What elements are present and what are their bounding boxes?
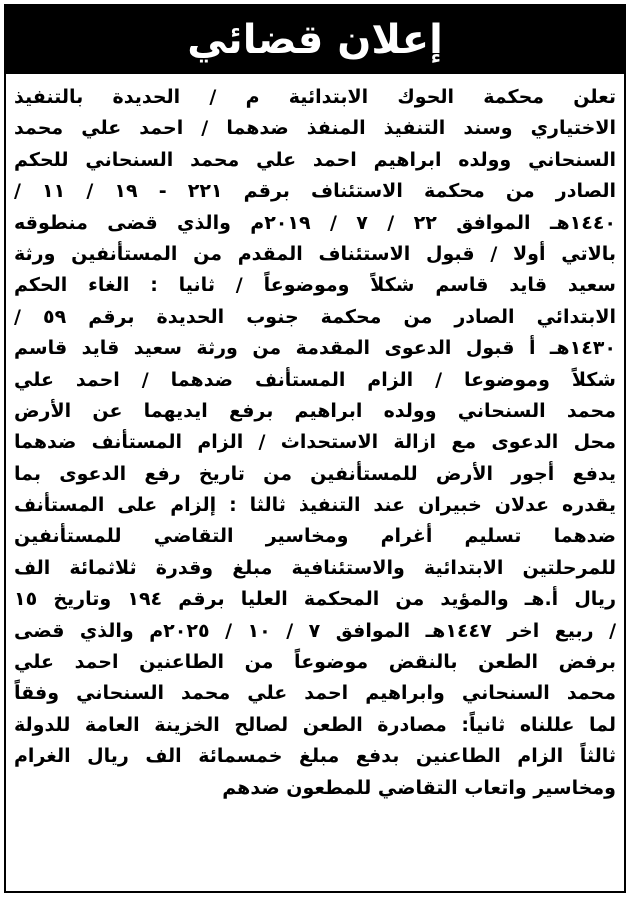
- body-line: برفض الطعن بالنقض موضوعاً من الطاعنين احمد علي: [14, 651, 616, 674]
- body-line: السنحاني وولده ابراهيم احمد علي محمد السنحاني للحكم: [14, 148, 616, 171]
- body-line: يقدره عدلان خبيران عند التنفيذ ثالثا : إلزام على المستأنف: [14, 494, 616, 517]
- body-line: محل الدعوى مع ازالة الاستحداث / الزام المستأنف ضدهما: [14, 431, 616, 454]
- body-line: ريال أ.هـ والمؤيد من المحكمة العليا برقم ١٩٤ وتاريخ ١٥: [14, 588, 616, 611]
- body-line: / ربيع اخر ١٤٤٧هـ الموافق ٧ / ١٠ / ٢٠٢٥م والذي قضى: [14, 619, 616, 642]
- body-line: ثالثاً الزام الطاعنين بدفع مبلغ خمسمائة الف ريال الغرام: [14, 745, 616, 768]
- body-line: محمد السنحاني وولده ابراهيم برفع ايديهما عن الأرض: [14, 399, 616, 422]
- body-line: ١٤٤٠هـ الموافق ٢٢ / ٧ / ٢٠١٩م والذي قضى منطوقه: [14, 211, 616, 234]
- body-line: الابتدائي الصادر من محكمة جنوب الحديدة برقم ٥٩ /: [14, 305, 616, 328]
- body-line: ومخاسير واتعاب التقاضي للمطعون ضدهم: [222, 776, 616, 799]
- body-line: يدفع أجور الأرض للمستأنفين من تاريخ رفع الدعوى بما: [14, 462, 616, 485]
- body-line: الصادر من محكمة الاستئناف برقم ٢٢١ - ١٩ / ١١ /: [14, 180, 616, 203]
- body-line: تعلن محكمة الحوك الابتدائية م / الحديدة بالتنفيذ: [14, 86, 616, 108]
- body-line: بالاتي أولا / قبول الاستئناف المقدم من المستأنفين ورثة: [14, 242, 616, 265]
- body-line: شكلاً وموضوعا / الزام المستأنف ضدهما / احمد علي: [14, 368, 616, 391]
- court-notice: [4, 4, 626, 893]
- notice-title: إعلان قضائي: [187, 17, 443, 63]
- body-line: محمد السنحاني وابراهيم احمد علي محمد السنحاني وفقاً: [14, 682, 616, 705]
- body-line: سعيد قايد قاسم شكلاً وموضوعاً / ثانيا : الغاء الحكم: [14, 274, 616, 297]
- body-line: ضدهما تسليم أغرام ومخاسير التقاضي للمستأنفين: [14, 525, 616, 548]
- body-line: ١٤٣٠هـ أ قبول الدعوى المقدمة من ورثة سعيد قايد قاسم: [14, 337, 616, 360]
- notice-header: [6, 6, 624, 74]
- notice-body: [14, 82, 616, 883]
- body-line: الاختياري وسند التنفيذ المنفذ ضدهما / احمد علي محمد: [14, 117, 616, 140]
- body-line: للمرحلتين الابتدائية والاستئنافية مبلغ وقدرة ثلاثمائة الف: [14, 556, 616, 579]
- body-line: لما عللناه ثانياً: مصادرة الطعن لصالح الخزينة العامة للدولة: [14, 713, 616, 736]
